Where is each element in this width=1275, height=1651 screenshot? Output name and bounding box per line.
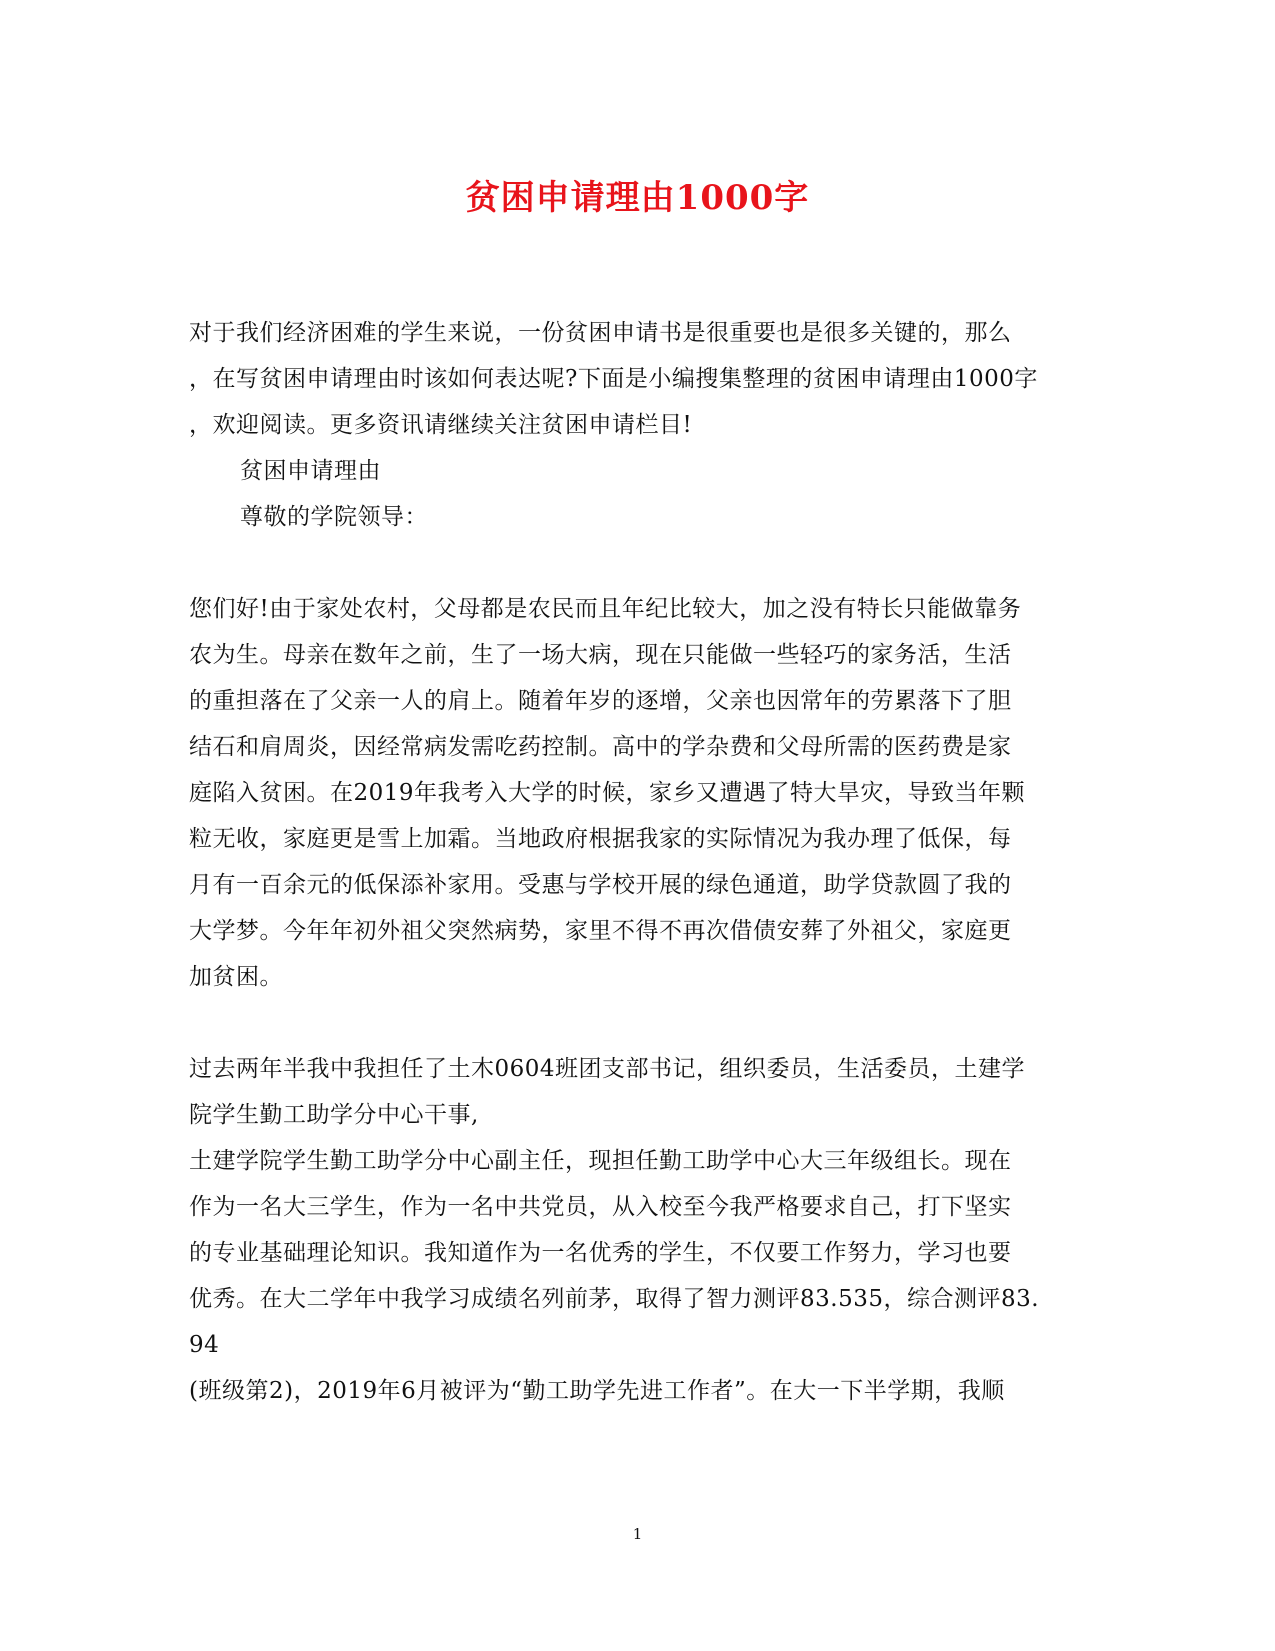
- body-line: 土建学院学生勤工助学分中心副主任，现担任勤工助学中心大三年级组长。现在: [189, 1148, 1012, 1174]
- body-line: 月有一百余元的低保添补家用。受惠与学校开展的绿色通道，助学贷款圆了我的: [189, 872, 1012, 898]
- intro-line-3: ，欢迎阅读。更多资讯请继续关注贫困申请栏目!: [189, 412, 693, 438]
- section-heading: 贫困申请理由: [240, 458, 381, 484]
- body-line: 作为一名大三学生，作为一名中共党员，从入校至今我严格要求自己，打下坚实: [189, 1194, 1012, 1220]
- intro-line-1: 对于我们经济困难的学生来说，一份贫困申请书是很重要也是很多关键的，那么: [189, 320, 1012, 346]
- intro-line-2: ，在写贫困申请理由时该如何表达呢?下面是小编搜集整理的贫困申请理由1000字: [189, 366, 1038, 392]
- body-line: 优秀。在大二学年中我学习成绩名列前茅，取得了智力测评83.535，综合测评83.: [189, 1286, 1040, 1312]
- body-line: 过去两年半我中我担任了土木0604班团支部书记，组织委员，生活委员，土建学: [189, 1056, 1026, 1082]
- body-line: 结石和肩周炎，因经常病发需吃药控制。高中的学杂费和父母所需的医药费是家: [189, 734, 1012, 760]
- body-line: 94: [189, 1332, 220, 1358]
- body-line: (班级第2)，2019年6月被评为“勤工助学先进工作者”。在大一下半学期，我顺: [189, 1378, 1005, 1404]
- page-number: 1: [632, 1525, 643, 1543]
- body-line: 院学生勤工助学分中心干事,: [189, 1102, 479, 1128]
- body-line: 粒无收，家庭更是雪上加霜。当地政府根据我家的实际情况为我办理了低保，每: [189, 826, 1012, 852]
- body-line: 农为生。母亲在数年之前，生了一场大病，现在只能做一些轻巧的家务活，生活: [189, 642, 1012, 668]
- body-line: 您们好!由于家处农村，父母都是农民而且年纪比较大，加之没有特长只能做靠务: [189, 596, 1022, 622]
- body-line: 大学梦。今年年初外祖父突然病势，家里不得不再次借债安葬了外祖父，家庭更: [189, 918, 1012, 944]
- body-line: 加贫困。: [189, 964, 283, 990]
- body-line: 庭陷入贫困。在2019年我考入大学的时候，家乡又遭遇了特大旱灾，导致当年颗: [189, 780, 1026, 806]
- salutation: 尊敬的学院领导：: [240, 504, 428, 530]
- document-title: 贫困申请理由1000字: [465, 178, 810, 218]
- body-line: 的重担落在了父亲一人的肩上。随着年岁的逐增，父亲也因常年的劳累落下了胆: [189, 688, 1012, 714]
- body-line: 的专业基础理论知识。我知道作为一名优秀的学生，不仅要工作努力，学习也要: [189, 1240, 1012, 1266]
